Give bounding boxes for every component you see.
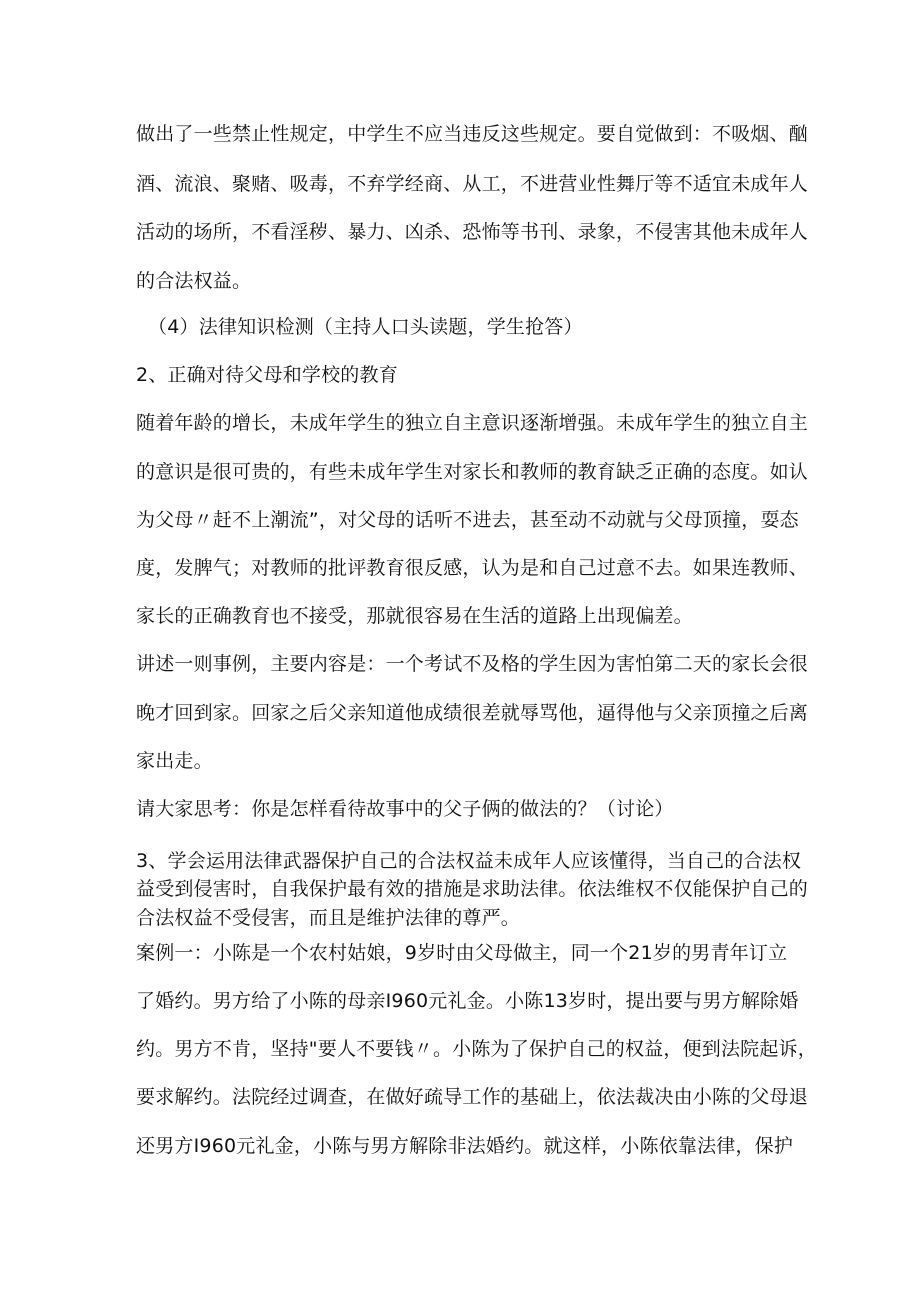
- section-heading: 2、正确对待父母和学校的教育: [136, 364, 398, 386]
- paragraph-line: 请大家思考：你是怎样看待故事中的父子俩的做法的？（讨论）: [136, 798, 674, 820]
- paragraph-line: 益受到侵害时，自我保护最有效的措施是求助法律。依法维权不仅能保护自己的: [136, 878, 809, 900]
- paragraph-line: 家长的正确教育也不接受，那就很容易在生活的道路上出现偏差。: [136, 605, 693, 627]
- paragraph-line: 约。男方不肯，坚持"要人不要钱〃。小陈为了保护自己的权益，便到法院起诉，: [136, 1038, 817, 1060]
- paragraph-line: 随着年龄的增长，未成年学生的独立自主意识逐渐增强。未成年学生的独立自主: [136, 412, 809, 434]
- paragraph-line: 度，发脾气；对教师的批评教育很反感，认为是和自己过意不去。如果连教师、: [136, 557, 809, 579]
- paragraph-line: 做出了一些禁止性规定，中学生不应当违反这些规定。要自觉做到：不吸烟、酗: [136, 123, 809, 145]
- section-heading: 3、学会运用法律武器保护自己的合法权益未成年人应该懂得，当自己的合法权: [136, 850, 802, 872]
- paragraph-line: 还男方I960元礼金，小陈与男方解除非法婚约。就这样，小陈依靠法律，保护: [136, 1135, 794, 1157]
- paragraph-line: 晚才回到家。回家之后父亲知道他成绩很差就辱骂他，逼得他与父亲顶撞之后离: [136, 702, 809, 724]
- paragraph-line: 讲述一则事例，主要内容是：一个考试不及格的学生因为害怕第二天的家长会很: [136, 653, 809, 675]
- paragraph-line: 了婚约。男方给了小陈的母亲I960元礼金。小陈13岁时，提出要与男方解除婚: [136, 990, 799, 1012]
- paragraph-line: 案例一：小陈是一个农村姑娘，9岁时由父母做主，同一个21岁的男青年订立: [136, 942, 788, 964]
- paragraph-line: 合法权益不受侵害，而且是维护法律的尊严。: [136, 907, 521, 929]
- paragraph-line: 的意识是很可贵的，有些未成年学生对家长和教师的教育缺乏正确的态度。如认: [136, 461, 809, 483]
- paragraph-line: 的合法权益。: [136, 270, 252, 292]
- section-heading: （4）法律知识检测（主持人口头读题，学生抢答）: [148, 316, 583, 338]
- paragraph-line: 为父母〃赶不上潮流”，对父母的话听不进去，甚至动不动就与父母顶撞，耍态: [136, 509, 799, 531]
- paragraph-line: 要求解约。法院经过调查，在做好疏导工作的基础上，依法裁决由小陈的父母退: [136, 1086, 809, 1108]
- paragraph-line: 酒、流浪、聚赌、吸毒，不弃学经商、从工，不进营业性舞厅等不适宜未成年人: [136, 173, 809, 195]
- paragraph-line: 活动的场所，不看淫秽、暴力、凶杀、恐怖等书刊、录象，不侵害其他未成年人: [136, 221, 809, 243]
- paragraph-line: 家出走。: [136, 750, 213, 772]
